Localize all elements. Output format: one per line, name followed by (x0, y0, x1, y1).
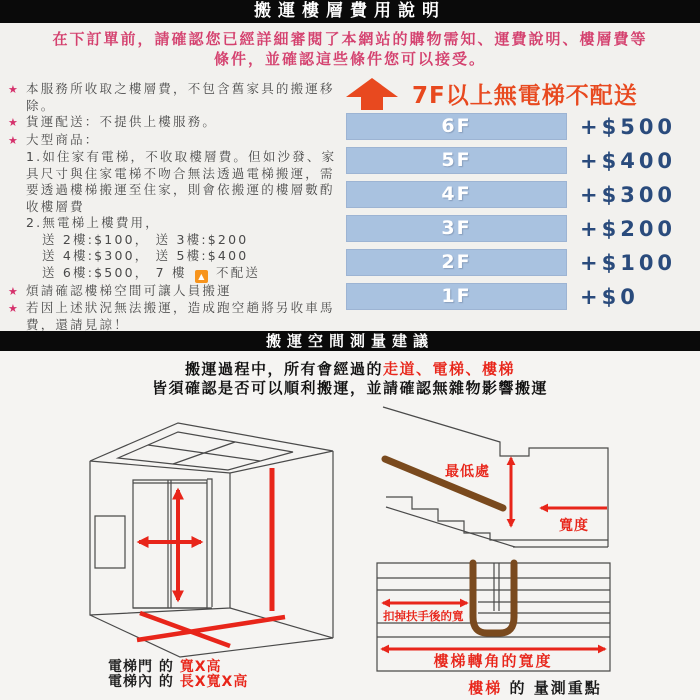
caption-red: 樓梯 (468, 679, 503, 697)
desc-line1-black: 搬運過程中，所有會經過的 (184, 360, 383, 378)
caption-black: 電梯內 的 (108, 674, 180, 690)
stairs-side-measure-lines (511, 458, 607, 526)
note-sub-text: 2.無電梯上樓費用， (26, 215, 160, 230)
floor-fee: +$500 (580, 114, 677, 139)
elevator-caption (108, 660, 248, 690)
list-item (8, 81, 348, 114)
fee-line-text: 不配送 (216, 264, 261, 280)
section2-header-bar (0, 331, 700, 351)
stairs-caption (375, 677, 695, 698)
star-bullet-icon: ★ (8, 83, 21, 96)
elevator-outline (90, 423, 333, 657)
floor-label: 3F (346, 215, 567, 242)
up-arrow-icon: ▲ (195, 270, 208, 283)
floor-fee: +$200 (580, 216, 677, 241)
stairs-corner-diagram (375, 557, 695, 675)
floor-label: 1F (346, 283, 567, 310)
section1-header-bar (0, 0, 700, 23)
intro-line1: 在下訂單前，請確認您已經詳細審閱了本網站的購物需知、運費說明、樓層費等 (52, 30, 648, 48)
table-row (346, 283, 676, 310)
floor-fee: +$400 (580, 148, 677, 173)
elevator-door-caption (108, 660, 248, 675)
note-text: 貨運配送：不提供上樓服務。 (26, 114, 218, 129)
big-up-arrow-icon (346, 78, 398, 110)
list-item (8, 132, 348, 150)
list-item (8, 114, 348, 132)
note-sub-text: 1.如住家有電梯，不收取樓層費。但如沙發、家具尺寸與住家電梯不吻合無法透過電梯搬運，需要透過樓梯搬運至住家，則會依搬運的樓層數酌收樓層費 (26, 149, 337, 214)
section1-title: 搬運樓層費用說明 (254, 1, 446, 21)
desc-line1 (0, 360, 700, 379)
note-text: 本服務所收取之樓層費，不包含舊家具的搬運移除。 (26, 81, 335, 113)
section2-title: 搬運空間測量建議 (265, 332, 434, 350)
notes-list (8, 81, 348, 333)
floor-fee: +$0 (580, 284, 639, 309)
table-row (346, 181, 676, 208)
label-lowest-point: 最低處 (445, 464, 490, 480)
floor-label: 5F (346, 147, 567, 174)
elevator-diagram (60, 408, 360, 660)
desc-line2: 皆須確認是否可以順利搬運，並請確認無雜物影響搬運 (151, 379, 548, 397)
floor-label: 6F (346, 113, 567, 140)
table-row (346, 113, 676, 140)
floor-fee-table (346, 113, 676, 317)
label-corner-width: 樓梯轉角的寬度 (433, 652, 553, 670)
fee-line: 送 4樓:$300， 送 5樓:$400 (42, 248, 249, 263)
intro-text (0, 29, 700, 69)
label-handrail-clear-width: 扣掉扶手後的寬 (383, 609, 464, 623)
stairs-side-diagram (375, 404, 695, 556)
star-bullet-icon: ★ (8, 284, 21, 298)
floor-fee: +$100 (580, 250, 677, 275)
no-elevator-notice (346, 77, 638, 110)
elevator-measure-lines (137, 468, 285, 646)
floor-label: 4F (346, 181, 567, 208)
note-text: 若因上述狀況無法搬運，造成跑空趟將另收車馬費，還請見諒！ (26, 300, 335, 332)
star-bullet-icon: ★ (8, 302, 21, 315)
caption-red: 長X寬X高 (179, 674, 249, 690)
desc-line1-red: 走道、電梯、樓梯 (383, 360, 516, 378)
fee-line-text: 送 6樓:$500， 7 樓 (42, 264, 187, 280)
floor-label: 2F (346, 249, 567, 276)
elevator-inner-caption (108, 675, 248, 690)
intro-line2: 條件，並確認這些條件您可以接受。 (213, 50, 486, 68)
caption-black: 的 量測重點 (502, 679, 602, 697)
note-text: 煩請確認樓梯空間可讓人員搬運 (26, 282, 232, 298)
star-bullet-icon: ★ (8, 133, 21, 147)
no-elevator-text: 7F以上無電梯不配送 (412, 83, 638, 109)
fee-line (42, 265, 348, 283)
list-item (8, 283, 348, 301)
table-row (346, 249, 676, 276)
fee-line: 送 2樓:$100， 送 3樓:$200 (42, 231, 249, 247)
note-text: 大型商品： (26, 131, 100, 147)
label-width: 寬度 (559, 518, 589, 534)
table-row (346, 147, 676, 174)
caption-black: 電梯門 的 (108, 659, 180, 675)
table-row (346, 215, 676, 242)
star-bullet-icon: ★ (8, 116, 21, 129)
caption-red: 寬X高 (179, 659, 222, 675)
measurement-description (0, 360, 700, 398)
floor-fee: +$300 (580, 182, 677, 207)
list-item (8, 300, 348, 333)
